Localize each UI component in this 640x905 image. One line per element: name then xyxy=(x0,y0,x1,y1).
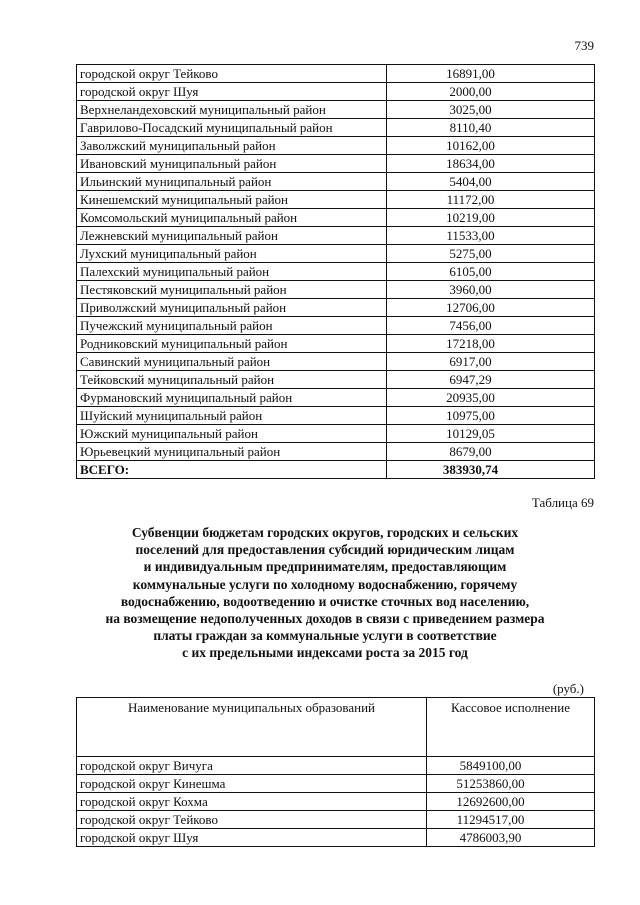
amount-value: 5849100,00 xyxy=(427,757,595,775)
table-row xyxy=(77,829,595,847)
title-line: на возмещение недополученных доходов в связи с приведением размера xyxy=(105,611,545,627)
municipality-name: Приволжский муниципальный район xyxy=(77,299,387,317)
amount-value: 11533,00 xyxy=(387,227,595,245)
amount-value: 11172,00 xyxy=(387,191,595,209)
table-row xyxy=(77,317,595,335)
municipality-name: Лухский муниципальный район xyxy=(77,245,387,263)
total-row xyxy=(77,461,595,479)
amount-value: 5404,00 xyxy=(387,173,595,191)
municipality-name: городской округ Тейково xyxy=(77,811,427,829)
amount-value: 12706,00 xyxy=(387,299,595,317)
amount-value: 3025,00 xyxy=(387,101,595,119)
municipality-name: городской округ Шуя xyxy=(77,83,387,101)
amount-value: 10219,00 xyxy=(387,209,595,227)
municipality-name: Ильинский муниципальный район xyxy=(77,173,387,191)
unit-label: (руб.) xyxy=(552,681,584,696)
municipality-name: городской округ Шуя xyxy=(77,829,427,847)
table-header-row xyxy=(77,698,595,757)
table-row xyxy=(77,757,595,775)
amount-value: 6917,00 xyxy=(387,353,595,371)
municipality-name: Савинский муниципальный район xyxy=(77,353,387,371)
table-row xyxy=(77,191,595,209)
amount-value: 20935,00 xyxy=(387,389,595,407)
amount-value: 16891,00 xyxy=(387,65,595,83)
amount-value: 10162,00 xyxy=(387,137,595,155)
total-label: ВСЕГО: xyxy=(77,461,387,479)
amount-value: 8110,40 xyxy=(387,119,595,137)
amount-value: 51253860,00 xyxy=(427,775,595,793)
municipality-name: Комсомольский муниципальный район xyxy=(77,209,387,227)
amount-value: 12692600,00 xyxy=(427,793,595,811)
table-body xyxy=(77,65,595,461)
table-row xyxy=(77,371,595,389)
table-row xyxy=(77,137,595,155)
municipality-name: городской округ Вичуга xyxy=(77,757,427,775)
table-row xyxy=(77,155,595,173)
table-row xyxy=(77,119,595,137)
amount-value: 10129,05 xyxy=(387,425,595,443)
title-line: и индивидуальным предпринимателям, предоставляющим xyxy=(143,559,507,575)
title-line: с их предельными индексами роста за 2015 год xyxy=(182,645,468,661)
table-row xyxy=(77,281,595,299)
municipality-name: Фурмановский муниципальный район xyxy=(77,389,387,407)
municipality-name: городской округ Кохма xyxy=(77,793,427,811)
table-row xyxy=(77,173,595,191)
title-line: водоснабжению, водоотведению и очистке сточных вод населению, xyxy=(120,593,530,609)
municipality-name: Родниковский муниципальный район xyxy=(77,335,387,353)
table-row xyxy=(77,389,595,407)
table-row xyxy=(77,263,595,281)
table-row xyxy=(77,353,595,371)
municipality-name: Пестяковский муниципальный район xyxy=(77,281,387,299)
total-value: 383930,74 xyxy=(387,461,595,479)
municipality-name: Лежневский муниципальный район xyxy=(77,227,387,245)
municipality-name: Гаврилово-Посадский муниципальный район xyxy=(77,119,387,137)
table-row xyxy=(77,335,595,353)
amount-value: 7456,00 xyxy=(387,317,595,335)
municipality-name: Южский муниципальный район xyxy=(77,425,387,443)
amount-value: 6947,29 xyxy=(387,371,595,389)
table-body xyxy=(77,757,595,847)
amount-value: 8679,00 xyxy=(387,443,595,461)
title-line: платы граждан за коммунальные услуги в соответствие xyxy=(153,628,497,644)
amount-value: 2000,00 xyxy=(387,83,595,101)
amount-value: 5275,00 xyxy=(387,245,595,263)
title-line: коммунальные услуги по холодному водоснабжению, горячему xyxy=(132,576,518,592)
municipality-name: городской округ Тейково xyxy=(77,65,387,83)
table-row xyxy=(77,775,595,793)
subsidy-table-continued xyxy=(76,64,595,479)
municipality-name: Палехский муниципальный район xyxy=(77,263,387,281)
amount-value: 10975,00 xyxy=(387,407,595,425)
page-number: 739 xyxy=(574,38,594,53)
amount-value: 6105,00 xyxy=(387,263,595,281)
table-title xyxy=(60,524,590,662)
amount-value: 18634,00 xyxy=(387,155,595,173)
municipality-name: Юрьевецкий муниципальный район xyxy=(77,443,387,461)
municipality-name: Ивановский муниципальный район xyxy=(77,155,387,173)
table-row xyxy=(77,245,595,263)
table-row xyxy=(77,101,595,119)
table-row xyxy=(77,811,595,829)
municipality-name: Кинешемский муниципальный район xyxy=(77,191,387,209)
municipality-name: Верхнеландеховский муниципальный район xyxy=(77,101,387,119)
table-row xyxy=(77,209,595,227)
municipality-name: городской округ Кинешма xyxy=(77,775,427,793)
header-cash-execution: Кассовое исполнение xyxy=(427,698,595,757)
municipality-name: Пучежский муниципальный район xyxy=(77,317,387,335)
table-caption: Таблица 69 xyxy=(531,495,594,510)
title-line: поселений для предоставления субсидий юридическим лицам xyxy=(135,542,515,558)
table-row xyxy=(77,443,595,461)
header-municipality: Наименование муниципальных образований xyxy=(77,698,427,757)
amount-value: 4786003,90 xyxy=(427,829,595,847)
title-line: Субвенции бюджетам городских округов, городских и сельских xyxy=(131,525,519,540)
table-row xyxy=(77,227,595,245)
table-row xyxy=(77,299,595,317)
cash-execution-table xyxy=(76,697,595,847)
table-row xyxy=(77,425,595,443)
table-row xyxy=(77,793,595,811)
table-row xyxy=(77,407,595,425)
table-row xyxy=(77,83,595,101)
amount-value: 11294517,00 xyxy=(427,811,595,829)
amount-value: 17218,00 xyxy=(387,335,595,353)
amount-value: 3960,00 xyxy=(387,281,595,299)
table-row xyxy=(77,65,595,83)
municipality-name: Тейковский муниципальный район xyxy=(77,371,387,389)
municipality-name: Шуйский муниципальный район xyxy=(77,407,387,425)
municipality-name: Заволжский муниципальный район xyxy=(77,137,387,155)
